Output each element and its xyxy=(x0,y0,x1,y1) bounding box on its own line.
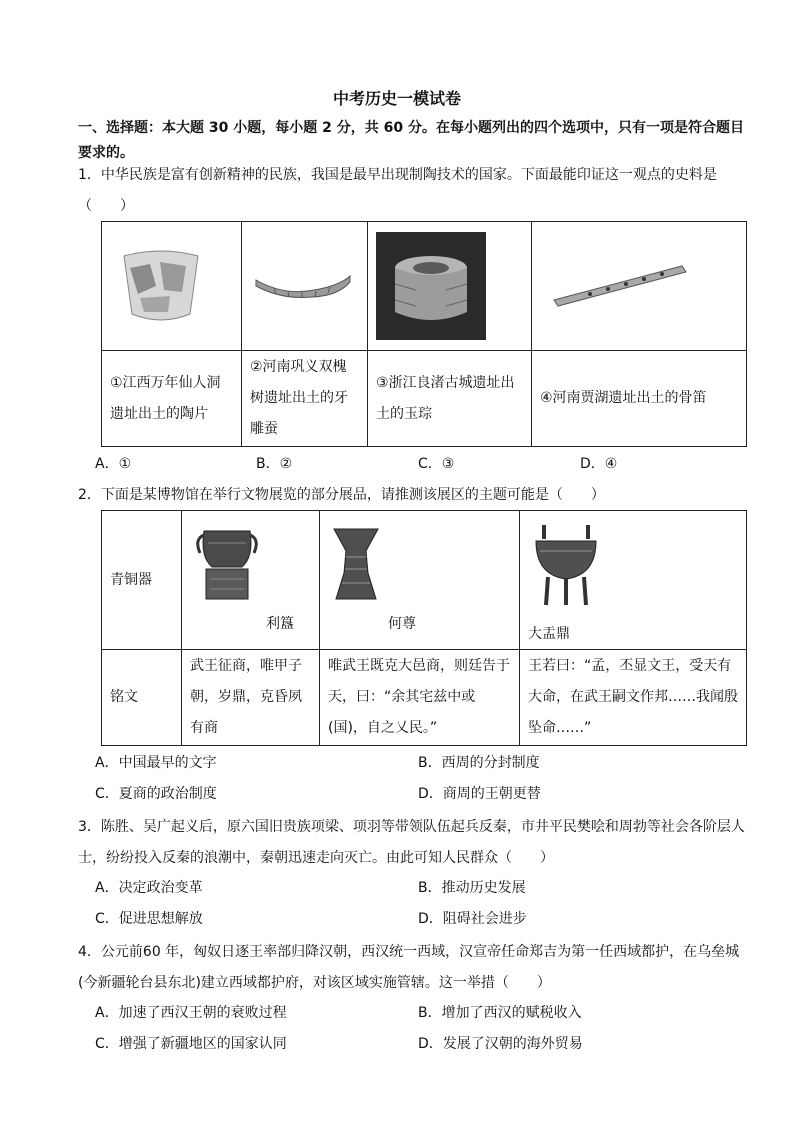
question-1-table xyxy=(101,221,747,447)
pottery-shard-image xyxy=(102,222,242,351)
question-2-stem: 2．下面是某博物馆在举行文物展览的部分展品，请推测该展区的主题可能是（ ） xyxy=(78,487,605,503)
section-heading: 一、选择题：本大题 30 小题，每小题 2 分，共 60 分。在每小题列出的四个选项中，只有一项是符合题目要求的。 xyxy=(78,120,744,161)
bone-flute-image xyxy=(532,222,747,351)
page-title: 中考历史一模试卷 xyxy=(332,89,461,108)
question-2-table xyxy=(101,510,747,746)
inscription-da-yu-ding: 王若曰：“孟，丕显文王，受天有大命，在武王嗣文作邦……我闻殷坠命……” xyxy=(520,650,747,746)
q4-option-d[interactable]: D．发展了汉朝的海外贸易 xyxy=(418,1036,583,1052)
q2-option-b[interactable]: B．西周的分封制度 xyxy=(418,755,540,771)
q1-option-b[interactable]: B．② xyxy=(256,456,293,472)
inscription-he-zun: 唯武王既克大邑商，则廷告于天，曰：“余其宅兹中或(国)，自之乂民。” xyxy=(320,650,520,746)
question-3-stem: 3．陈胜、吴广起义后，原六国旧贵族项梁、项羽等带领队伍起兵反秦，市井平民樊哙和周勃等社会各阶层人士，纷纷投入反秦的浪潮中，秦朝迅速走向灭亡。由此可知人民群众（ ） xyxy=(78,819,745,866)
ivory-silkworm-image xyxy=(242,222,368,351)
jade-cong-image xyxy=(368,222,532,351)
q2-option-c[interactable]: C．夏商的政治制度 xyxy=(95,786,217,802)
item-name-da-yu-ding: 大盂鼎 xyxy=(528,626,570,642)
item-name-he-zun: 何尊 xyxy=(388,616,416,632)
caption-1: ①江西万年仙人洞遗址出土的陶片 xyxy=(102,351,242,447)
question-1-stem: 1．中华民族是富有创新精神的民族，我国是最早出现制陶技术的国家。下面最能印证这一观点的史料是（ ） xyxy=(78,167,717,214)
caption-4: ④河南贾湖遗址出土的骨笛 xyxy=(532,351,747,447)
row-label-inscription: 铭文 xyxy=(102,650,182,746)
q3-option-c[interactable]: C．促进思想解放 xyxy=(95,911,203,927)
caption-2: ②河南巩义双槐树遗址出土的牙雕蚕 xyxy=(242,351,368,447)
q4-option-a[interactable]: A．加速了西汉王朝的衰败过程 xyxy=(95,1005,287,1021)
da-yu-ding-cell xyxy=(520,511,747,650)
row-label-bronze: 青铜器 xyxy=(102,511,182,650)
item-name-li-gui: 利簋 xyxy=(266,616,294,632)
li-gui-cell xyxy=(182,511,320,650)
q4-option-b[interactable]: B．增加了西汉的赋税收入 xyxy=(418,1005,582,1021)
he-zun-cell xyxy=(320,511,520,650)
caption-3: ③浙江良渚古城遗址出土的玉琮 xyxy=(368,351,532,447)
q3-option-a[interactable]: A．决定政治变革 xyxy=(95,880,203,896)
q1-option-a[interactable]: A．① xyxy=(95,456,132,472)
inscription-li-gui: 武王征商，唯甲子朝，岁鼎，克昏夙有商 xyxy=(182,650,320,746)
question-4-stem: 4．公元前60 年，匈奴日逐王率部归降汉朝，西汉统一西域，汉宣帝任命郑吉为第一任西域都护，在乌垒城(今新疆轮台县东北)建立西域都护府，对该区域实施管辖。这一举措（ ） xyxy=(78,944,740,991)
q1-option-c[interactable]: C．③ xyxy=(418,456,455,472)
q1-option-d[interactable]: D．④ xyxy=(580,456,618,472)
q3-option-b[interactable]: B．推动历史发展 xyxy=(418,880,526,896)
q3-option-d[interactable]: D．阻碍社会进步 xyxy=(418,911,527,927)
q2-option-a[interactable]: A．中国最早的文字 xyxy=(95,755,217,771)
q2-option-d[interactable]: D．商周的王朝更替 xyxy=(418,786,541,802)
q4-option-c[interactable]: C．增强了新疆地区的国家认同 xyxy=(95,1036,287,1052)
